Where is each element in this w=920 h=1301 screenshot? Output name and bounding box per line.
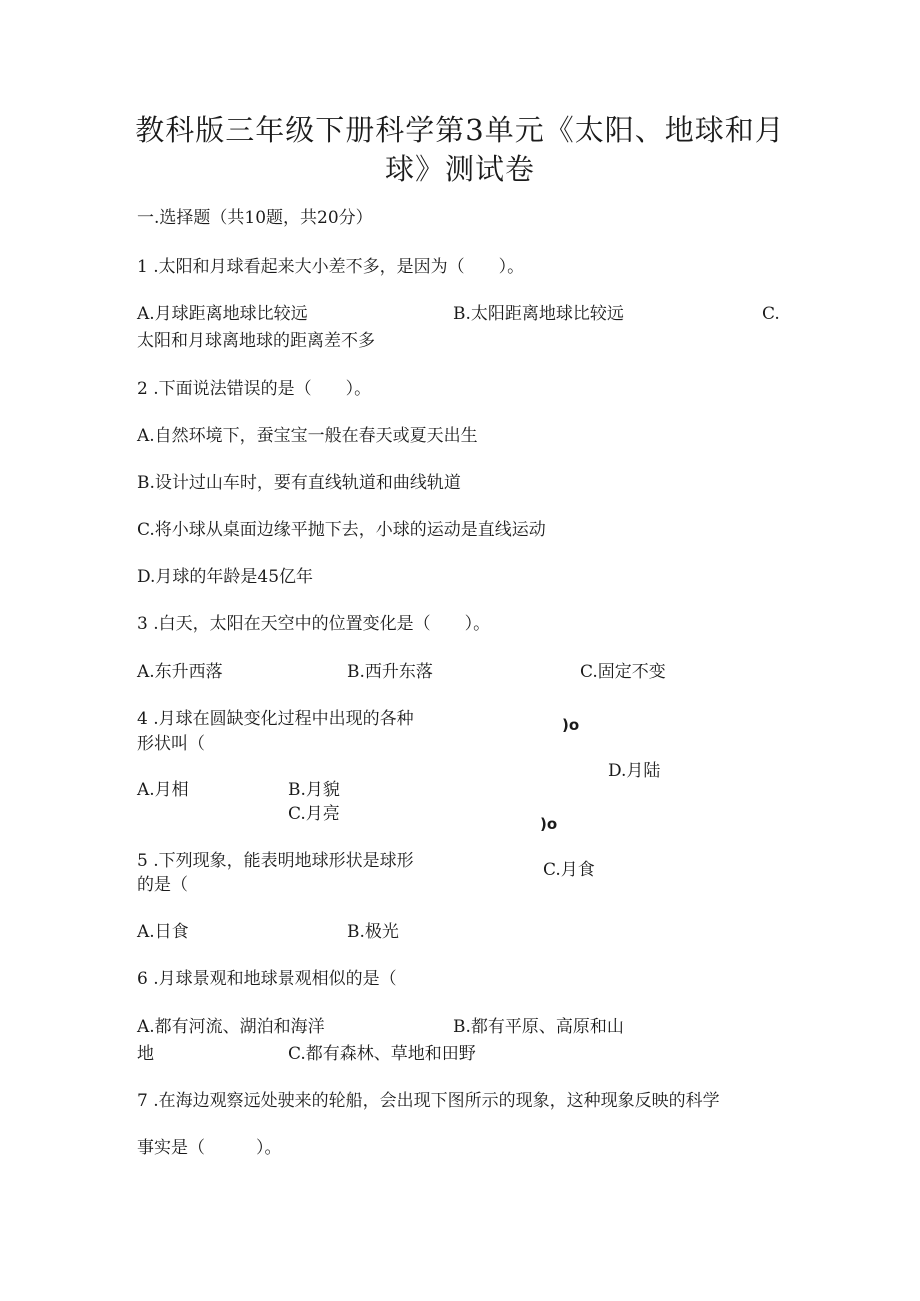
option-c: C.固定不变 [580,662,666,682]
option-a: A.日食 [137,922,189,942]
question-stem-line-2: 事实是（ ）。 [137,1138,282,1158]
question-stem-line-1: 5 .下列现象，能表明地球形状是球形 [137,851,414,871]
question-stem-line-2: 形状叫（ [137,734,205,754]
option-c: C.月食 [543,860,595,880]
option-b-continued: 地 [137,1044,154,1064]
option-b: B.设计过山车时，要有直线轨道和曲线轨道 [137,473,461,493]
option-a: A.东升西落 [137,662,223,682]
question-stem-tail: )o [562,716,580,734]
option-a: A.月相 [137,780,189,800]
title-line-2: 球》测试卷 [384,152,535,186]
option-a: A.月球距离地球比较远 [137,304,308,324]
section-heading: 一.选择题（共10题，共20分） [137,208,373,228]
option-b: B.都有平原、高原和山 [453,1017,624,1037]
question-stem: 2 .下面说法错误的是（ ）。 [137,379,372,399]
question-stem: 3 .白天，太阳在天空中的位置变化是（ ）。 [137,614,491,634]
option-c: 太阳和月球离地球的距离差不多 [137,331,375,351]
question-stem: 6 .月球景观和地球景观相似的是（ [137,969,397,989]
option-b: B.太阳距离地球比较远 [453,304,624,324]
option-b: B.极光 [347,922,399,942]
question-stem-line-2: 的是（ [137,875,188,895]
question-stem: 1 .太阳和月球看起来大小差不多，是因为（ ）。 [137,257,525,277]
option-a: A.都有河流、湖泊和海洋 [137,1017,325,1037]
option-b: B.月貌 [288,780,340,800]
option-c: C.将小球从桌面边缘平抛下去，小球的运动是直线运动 [137,520,546,540]
option-c: C.都有森林、草地和田野 [288,1044,476,1064]
option-a: A.自然环境下，蚕宝宝一般在春天或夏天出生 [137,426,478,446]
option-b: B.西升东落 [347,662,433,682]
option-c-label: C. [762,304,780,324]
question-stem-line-1: 7 .在海边观察远处驶来的轮船，会出现下图所示的现象，这种现象反映的科学 [137,1091,720,1111]
option-c: C.月亮 [288,804,340,824]
question-stem-line-1: 4 .月球在圆缺变化过程中出现的各种 [137,709,414,729]
option-d: D.月陆 [608,761,661,781]
option-d: D.月球的年龄是45亿年 [137,567,314,587]
title-line-1: 教科版三年级下册科学第3单元《太阳、地球和月 [135,113,785,147]
question-stem-tail: )o [540,815,558,833]
